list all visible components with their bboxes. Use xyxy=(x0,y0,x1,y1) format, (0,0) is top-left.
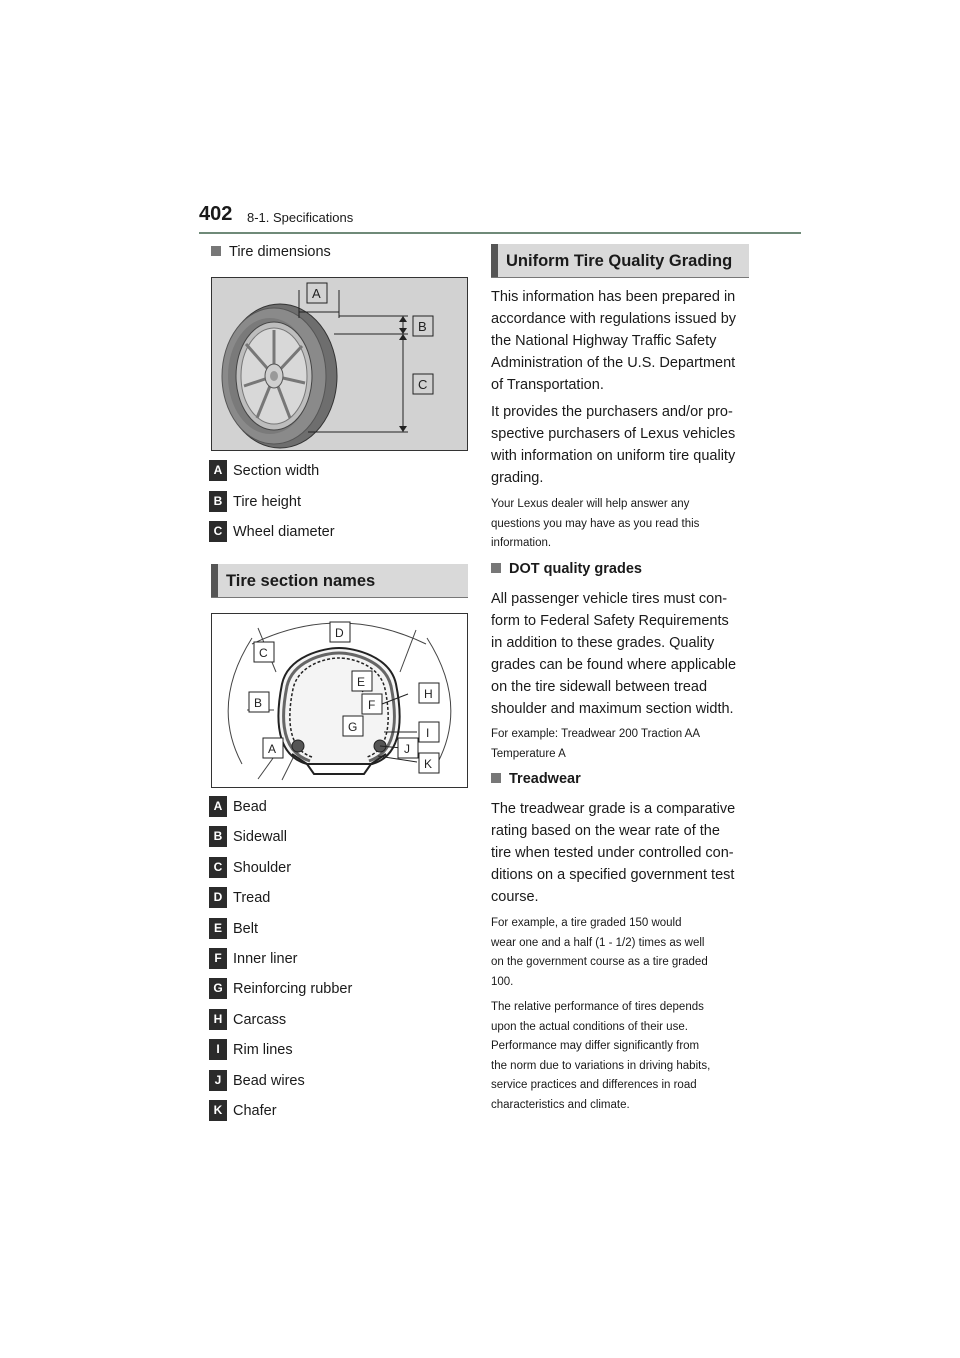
section-item-e: E Belt xyxy=(209,918,258,940)
section-title: 8-1. Specifications xyxy=(247,210,354,225)
dimension-item-b: B Tire height xyxy=(209,491,301,513)
tire-section-figure xyxy=(211,613,468,788)
square-bullet-icon xyxy=(491,773,501,783)
section-item-a: A Bead xyxy=(209,796,267,818)
badge: A xyxy=(209,796,227,817)
page-number: 402 xyxy=(199,203,233,225)
tire-cross-section-diagram xyxy=(212,614,467,787)
figure-label-c: C xyxy=(418,377,428,392)
badge: I xyxy=(209,1039,227,1060)
dot-paragraph: All passenger vehicle tires must con- form to Federal Safety Requirements in addition to these grades. Quality grades can be found where applicable on the tire sidewall between tread shoulder and maximum section width. xyxy=(491,591,737,717)
figure-label-k: K xyxy=(424,757,433,771)
badge: E xyxy=(209,918,227,939)
figure-label-c: C xyxy=(259,646,268,660)
figure-label-b: B xyxy=(418,319,427,334)
figure-label-f: F xyxy=(368,698,376,712)
badge: H xyxy=(209,1009,227,1030)
header-rule xyxy=(199,232,801,234)
figure-label-a: A xyxy=(268,742,277,756)
treadwear-heading: Treadwear xyxy=(491,771,581,787)
figure-label-d: D xyxy=(335,626,344,640)
figure-label-b: B xyxy=(254,696,263,710)
badge: C xyxy=(209,857,227,878)
section-item-f: F Inner liner xyxy=(209,948,297,970)
section-item-d: D Tread xyxy=(209,887,270,909)
treadwear-paragraph: The treadwear grade is a comparative rating based on the wear rate of the tire when tested under controlled con- ditions on a specified government test course. xyxy=(491,801,736,905)
utqg-note: Your Lexus dealer will help answer any questions you may have as you read this information. xyxy=(491,498,700,549)
tire-dimensions-diagram xyxy=(212,278,467,450)
tire-section-names-heading: Tire section names xyxy=(211,564,468,598)
dimension-item-c: C Wheel diameter xyxy=(209,521,335,543)
section-item-g: G Reinforcing rubber xyxy=(209,978,352,1000)
utqg-heading: Uniform Tire Quality Grading xyxy=(491,244,749,278)
badge: F xyxy=(209,948,227,969)
figure-label-j: J xyxy=(404,742,410,756)
badge: K xyxy=(209,1100,227,1121)
figure-label-a: A xyxy=(312,286,321,301)
treadwear-performance-note: The relative performance of tires depends upon the actual conditions of their use. Performance may differ significantly from the norm due to variations in driving habits, service practices and differences in road characteristics and climate. xyxy=(491,1001,711,1111)
dot-example-note: For example: Treadwear 200 Traction AA Temperature A xyxy=(491,728,701,760)
section-item-i: I Rim lines xyxy=(209,1039,293,1061)
dimension-item-a: A Section width xyxy=(209,460,319,482)
badge: G xyxy=(209,978,227,999)
section-item-c: C Shoulder xyxy=(209,857,291,879)
section-item-b: B Sidewall xyxy=(209,826,287,848)
section-item-j: J Bead wires xyxy=(209,1070,305,1092)
figure-label-h: H xyxy=(424,687,433,701)
dot-quality-grades-heading: DOT quality grades xyxy=(491,561,642,577)
tire-dimensions-heading: Tire dimensions xyxy=(211,244,331,260)
figure-label-g: G xyxy=(348,720,358,734)
utqg-paragraph-1: This information has been prepared in accordance with regulations issued by the National Highway Traffic Safety Administration of the U.S. Department of Transportation. xyxy=(491,289,737,393)
badge: A xyxy=(209,460,227,481)
badge: C xyxy=(209,521,227,542)
tire-dimensions-figure xyxy=(211,277,468,451)
square-bullet-icon xyxy=(491,563,501,573)
figure-label-i: I xyxy=(426,726,430,740)
badge: J xyxy=(209,1070,227,1091)
badge: D xyxy=(209,887,227,908)
treadwear-example-note: For example, a tire graded 150 would wear one and a half (1 - 1/2) times as well on the government course as a tire graded 100. xyxy=(491,917,708,988)
figure-label-e: E xyxy=(357,675,366,689)
utqg-paragraph-2: It provides the purchasers and/or pro- spective purchasers of Lexus vehicles with information on uniform tire quality grading. xyxy=(491,404,736,486)
section-item-k: K Chafer xyxy=(209,1100,277,1122)
badge: B xyxy=(209,491,227,512)
badge: B xyxy=(209,826,227,847)
square-bullet-icon xyxy=(211,246,221,256)
section-item-h: H Carcass xyxy=(209,1009,286,1031)
